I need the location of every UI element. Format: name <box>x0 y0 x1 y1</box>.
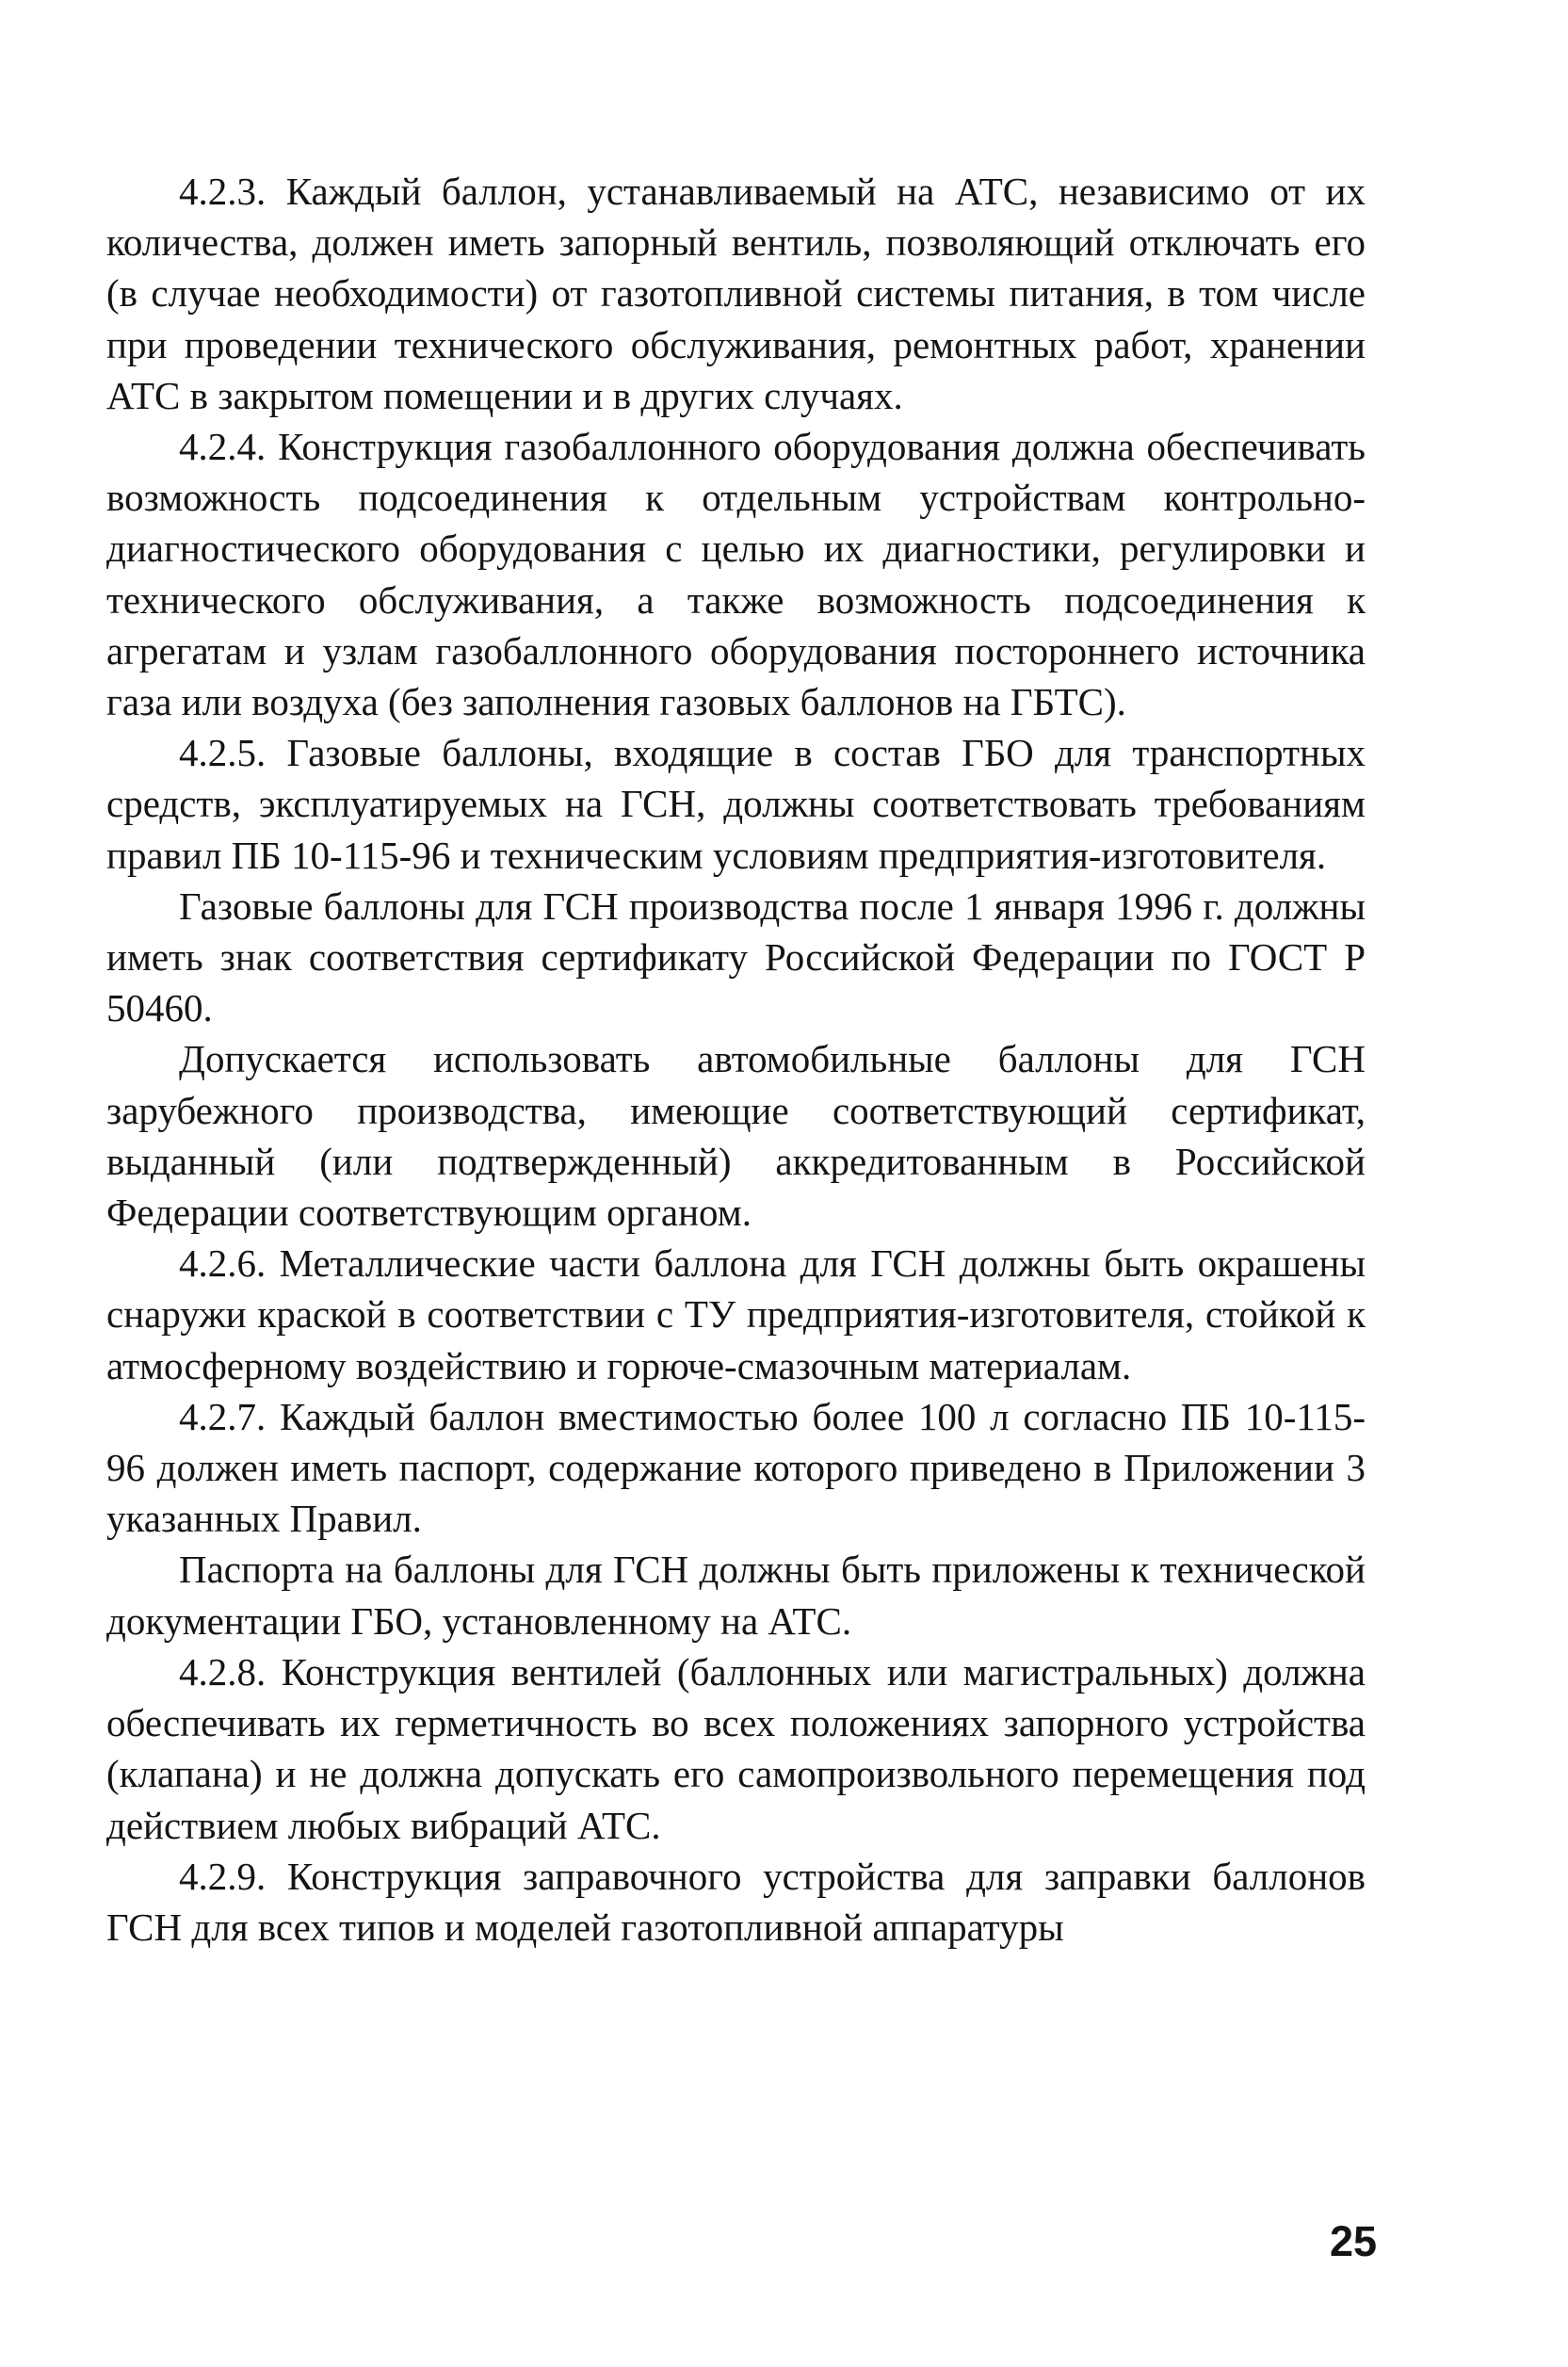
paragraph-4-2-9: 4.2.9. Конструкция заправочного устройства для заправки баллонов ГСН для всех типов и моделей газотопливной аппаратуры <box>106 1854 1366 1949</box>
paragraph-4-2-5: 4.2.5. Газовые баллоны, входящие в состав ГБО для транспортных средств, эксплуатируемых на ГСН, должны соответствовать требованиям правил ПБ 10-115-96 и техническим условиям предприятия-изготовителя. <box>106 731 1366 877</box>
paragraph-4-2-7: 4.2.7. Каждый баллон вместимостью более 100 л согласно ПБ 10-115-96 должен иметь паспорт, содержание которого приведено в Приложении 3 указанных Правил. <box>106 1394 1366 1541</box>
paragraph-passports: Паспорта на баллоны для ГСН должны быть приложены к технической документации ГБО, установленному на АТС. <box>106 1548 1366 1643</box>
paragraph-4-2-8: 4.2.8. Конструкция вентилей (баллонных или магистральных) должна обеспечивать их герметичность во всех положениях запорного устройства (клапана) и не должна допускать его самопроизвольного перемещения под действием любых вибраций АТС. <box>106 1649 1366 1847</box>
paragraph-4-2-6: 4.2.6. Металлические части баллона для ГСН должны быть окрашены снаружи краской в соответствии с ТУ предприятия-изготовителя, стойкой к атмосферному воздействию и горюче-смазочным материалам. <box>106 1241 1366 1387</box>
paragraph-4-2-3: 4.2.3. Каждый баллон, устанавливаемый на АТС, независимо от их количества, должен иметь запорный вентиль, позволяющий отключать его (в случае необходимости) от газотопливной системы питания, в том числе при проведении технического обслуживания, ремонтных работ, хранении АТС в закрытом помещении и в других случаях. <box>106 170 1366 417</box>
paragraph-cylinders-after-1996: Газовые баллоны для ГСН производства после 1 января 1996 г. должны иметь знак соответствия сертификату Российской Федерации по ГОСТ Р 50460. <box>106 884 1366 1030</box>
body-text <box>106 166 1366 1953</box>
paragraph-4-2-4: 4.2.4. Конструкция газобаллонного оборудования должна обеспечивать возможность подсоединения к отдельным устройствам контрольно-диагностического оборудования с целью их диагностики, регулировки и технического обслуживания, а также возможность подсоединения к агрегатам и узлам газобаллонного оборудования постороннего источника газа или воздуха (без заполнения газовых баллонов на ГБТС). <box>106 425 1366 724</box>
page-number: 25 <box>1329 2217 1377 2265</box>
paragraph-foreign-cylinders: Допускается использовать автомобильные баллоны для ГСН зарубежного производства, имеющие соответствующий сертификат, выданный (или подтвержденный) аккредитованным в Российской Федерации соответствующим органом. <box>106 1037 1366 1235</box>
